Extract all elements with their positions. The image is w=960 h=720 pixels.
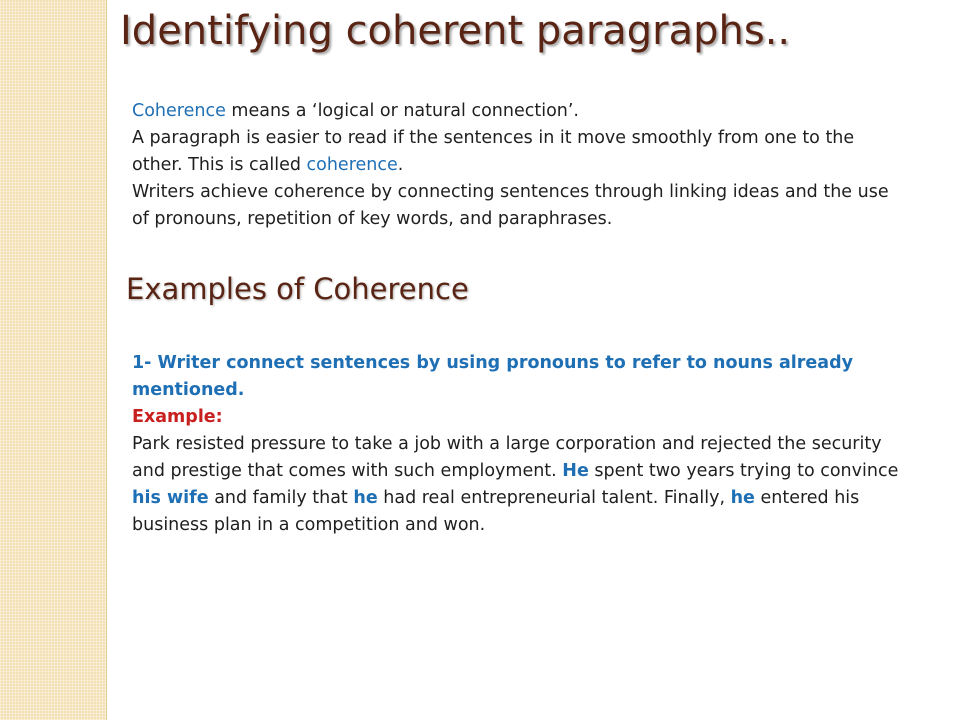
example-rule: 1- Writer connect sentences by using pronouns to refer to nouns already mentioned.: [132, 353, 854, 400]
sidebar-divider: [106, 0, 107, 720]
section-heading: Examples of Coherence: [126, 272, 469, 306]
highlight-pronoun: his wife: [132, 488, 209, 508]
example-text: and family that: [208, 488, 354, 508]
slide-title: Identifying coherent paragraphs..: [120, 8, 791, 54]
example-text: Park resisted pressure to take a job with a large corporation and rejected the security and prestige that comes with such employment.: [132, 434, 882, 481]
example-text: entered his business plan in a competition and won.: [132, 488, 860, 535]
decorative-sidebar: [0, 0, 106, 720]
highlight-pronoun: he: [353, 488, 378, 508]
intro-block: [132, 98, 902, 233]
example-paragraph: [132, 431, 902, 539]
term-coherence: Coherence: [132, 101, 226, 121]
definition-text: means a ‘logical or natural connection’.: [225, 101, 579, 121]
intro-explanation: [132, 125, 902, 179]
explanation-end: .: [397, 155, 404, 175]
explanation-text: A paragraph is easier to read if the sentences in it move smoothly from one to the other. This is called: [132, 128, 855, 175]
example-block: [132, 350, 902, 539]
example-text: spent two years trying to convince: [588, 461, 899, 481]
highlight-pronoun: He: [562, 461, 589, 481]
intro-definition: [132, 98, 902, 125]
example-label: Example:: [132, 407, 223, 427]
term-coherence-inline: coherence: [306, 155, 398, 175]
intro-methods: Writers achieve coherence by connecting sentences through linking ideas and the use of pronouns, repetition of key words, and paraphrases.: [132, 182, 889, 229]
example-text: had real entrepreneurial talent. Finally,: [377, 488, 731, 508]
highlight-pronoun: he: [730, 488, 755, 508]
